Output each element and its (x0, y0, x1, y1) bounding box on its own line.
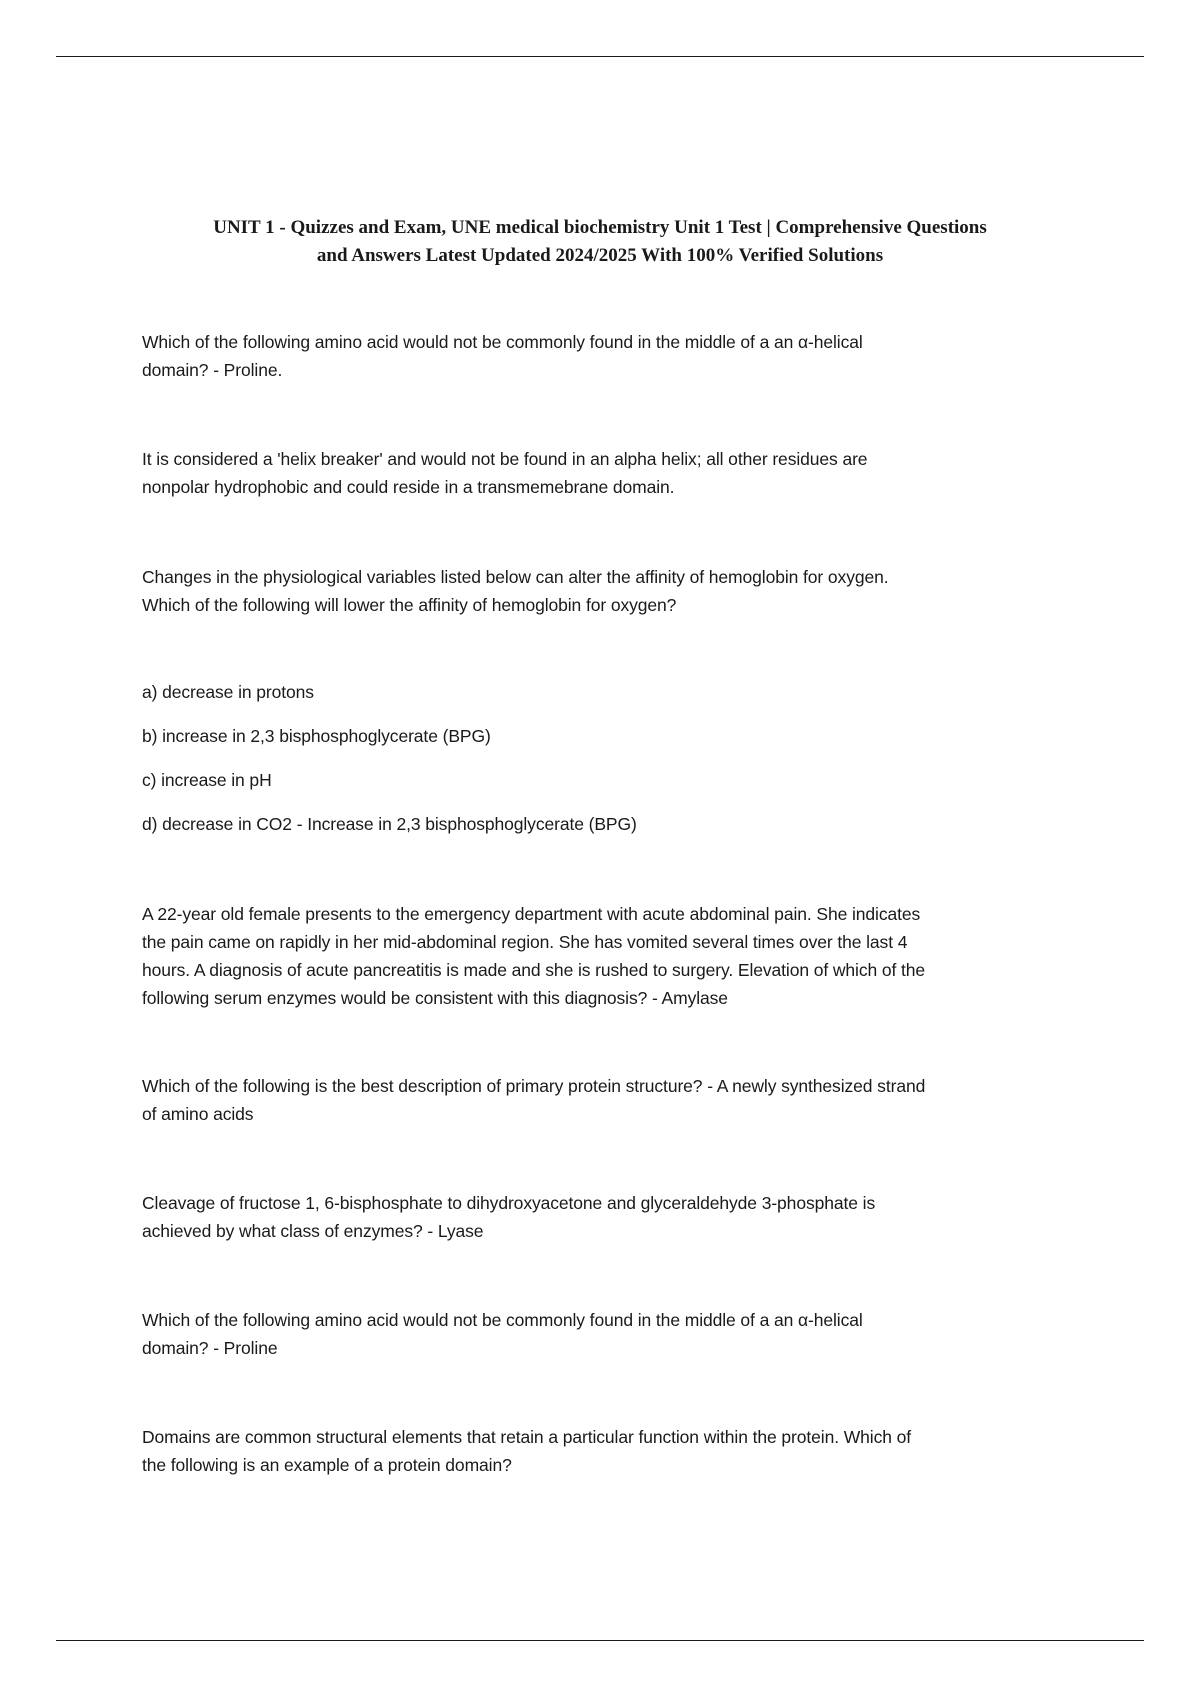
paragraph-3: Changes in the physiological variables listed below can alter the affinity of hemoglobin for oxygen. Which of the following will lower the affinity of hemoglobin for oxygen? (142, 567, 889, 615)
title-line-2: and Answers Latest Updated 2024/2025 With 100% Verified Solutions (316, 245, 884, 266)
paragraph-proline-repeat: Which of the following amino acid would not be commonly found in the middle of a an α-helical domain? - Proline (142, 1310, 863, 1358)
paragraph-2: It is considered a 'helix breaker' and would not be found in an alpha helix; all other residues are nonpolar hydrophobic and could reside in a transmemebrane domain. (142, 449, 868, 497)
paragraph-domains: Domains are common structural elements that retain a particular function within the protein. Which of the following is an example of a protein domain? (142, 1427, 912, 1475)
option-c: c) increase in pH (142, 770, 272, 790)
option-a: a) decrease in protons (142, 682, 314, 702)
document-title (140, 214, 1060, 270)
paragraph-lyase: Cleavage of fructose 1, 6-bisphosphate to dihydroxyacetone and glyceraldehyde 3-phosphate is achieved by what class of enzymes? - Lyase (142, 1193, 876, 1241)
bottom-rule (56, 1640, 1144, 1641)
paragraph-case-question: A 22-year old female presents to the emergency department with acute abdominal pain. She indicates the pain came on rapidly in her mid-abdominal region. She has vomited several times over the last 4 hours. A diagnosis of acute pancreatitis is made and she is rushed to surgery. Elevation of which of the following serum enzymes would be consistent with this diagnosis? - Amylase (142, 904, 926, 1008)
paragraph-primary-structure: Which of the following is the best description of primary protein structure? - A newly synthesized strand of amino acids (142, 1076, 926, 1124)
paragraph-1: Which of the following amino acid would not be commonly found in the middle of a an α-helical domain? - Proline. (142, 332, 863, 380)
option-b: b) increase in 2,3 bisphosphoglycerate (BPG) (142, 726, 491, 746)
option-d: d) decrease in CO2 - Increase in 2,3 bisphosphoglycerate (BPG) (142, 814, 637, 834)
top-rule (56, 56, 1144, 57)
title-line-1: UNIT 1 - Quizzes and Exam, UNE medical biochemistry Unit 1 Test | Comprehensive Questions (213, 217, 987, 238)
